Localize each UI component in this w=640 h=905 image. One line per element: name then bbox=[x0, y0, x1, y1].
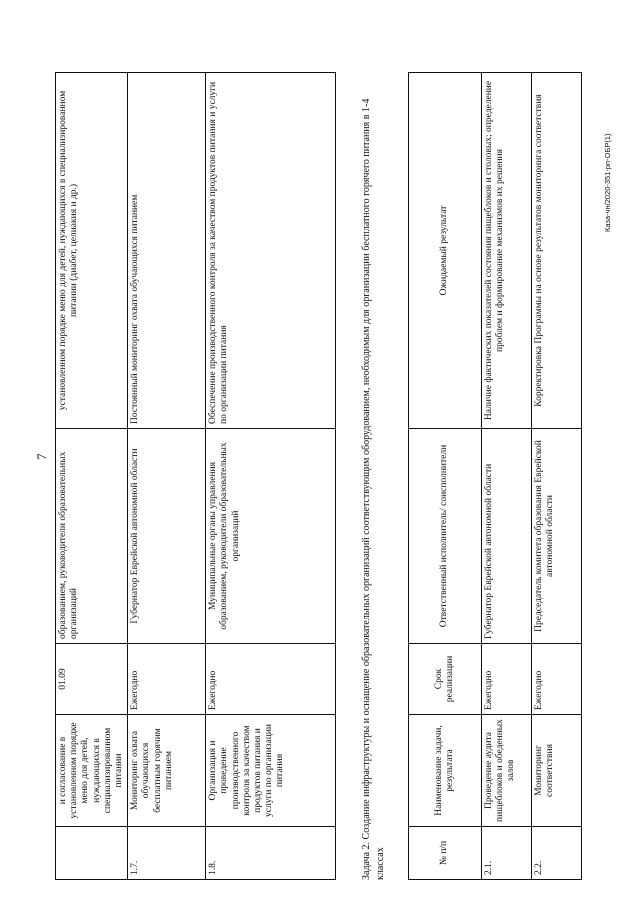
cell-task: Организация и проведение производственного контроля за качеством продуктов питания и услуги по организации питания bbox=[206, 715, 336, 827]
header-task: Наименование задачи, результата bbox=[409, 715, 482, 827]
page-number: 7 bbox=[34, 453, 49, 460]
cell-term: Ежегодно bbox=[128, 644, 206, 715]
cell-result: Постоянный мониторинг охвата обучающихся питанием bbox=[128, 73, 206, 429]
table-row bbox=[206, 73, 336, 880]
measures-table-continued bbox=[55, 72, 336, 880]
cell-term: Ежегодно bbox=[532, 644, 582, 715]
cell-result: Наличие фактических показателей состояния пищеблоков и столовых; определение проблем и формирование механизмов их решения bbox=[482, 73, 532, 429]
cell-task: Мониторинг соответствия bbox=[532, 715, 582, 827]
cell-result: Корректировка Программы на основе результатов мониторинга соответствия bbox=[532, 73, 582, 429]
table-row bbox=[128, 73, 206, 880]
header-num: № п/п bbox=[409, 827, 482, 880]
table-row bbox=[56, 73, 128, 880]
cell-responsible: образованием, руководители образовательных организаций bbox=[56, 429, 128, 644]
cell-num: 1.7. bbox=[128, 827, 206, 880]
table-row bbox=[482, 73, 532, 880]
cell-responsible: Муниципальные органы управления образованием, руководители образовательных организаций bbox=[206, 429, 336, 644]
header-responsible: Ответственный исполнитель/ соисполнители bbox=[409, 429, 482, 644]
cell-responsible: Губернатор Еврейской автономной области bbox=[482, 429, 532, 644]
header-term: Срок реализации bbox=[409, 644, 482, 715]
cell-task: Проведение аудита пищеблоков и обеденных залов bbox=[482, 715, 532, 827]
cell-num bbox=[56, 827, 128, 880]
cell-term: 01.09 bbox=[56, 644, 128, 715]
cell-term: Ежегодно bbox=[482, 644, 532, 715]
task-2-heading: Задача 2. Создание инфраструктуры и оснащение образовательных организаций соответствующим оборудованием, необходимым для организации бесплатного горячего питания в 1-4 классах bbox=[361, 98, 386, 880]
cell-num: 1.8. bbox=[206, 827, 336, 880]
cell-result: установленном порядке меню для детей, нуждающихся в специализированном питании (диабет, целиакия и др.) bbox=[56, 73, 128, 429]
table-header-row bbox=[409, 73, 482, 880]
cell-term: Ежегодно bbox=[206, 644, 336, 715]
cell-result: Обеспечение производственного контроля за качеством продуктов питания и услуги по организации питания bbox=[206, 73, 336, 429]
cell-num: 2.1. bbox=[482, 827, 532, 880]
cell-num: 2.2. bbox=[532, 827, 582, 880]
cell-responsible: Председатель комитета образования Еврейской автономной области bbox=[532, 429, 582, 644]
table-row bbox=[532, 73, 582, 880]
task-2-table bbox=[408, 72, 582, 880]
document-code: Каза-чн/2020-351-рп-ОБР(1) bbox=[603, 133, 612, 232]
cell-responsible: Губернатор Еврейской автономной области bbox=[128, 429, 206, 644]
cell-task: и согласование в установленном порядке меню для детей, нуждающихся в специализированном питании bbox=[56, 715, 128, 827]
header-result: Ожидаемый результат bbox=[409, 73, 482, 429]
cell-task: Мониторинг охвата обучающихся бесплатным горячим питанием bbox=[128, 715, 206, 827]
